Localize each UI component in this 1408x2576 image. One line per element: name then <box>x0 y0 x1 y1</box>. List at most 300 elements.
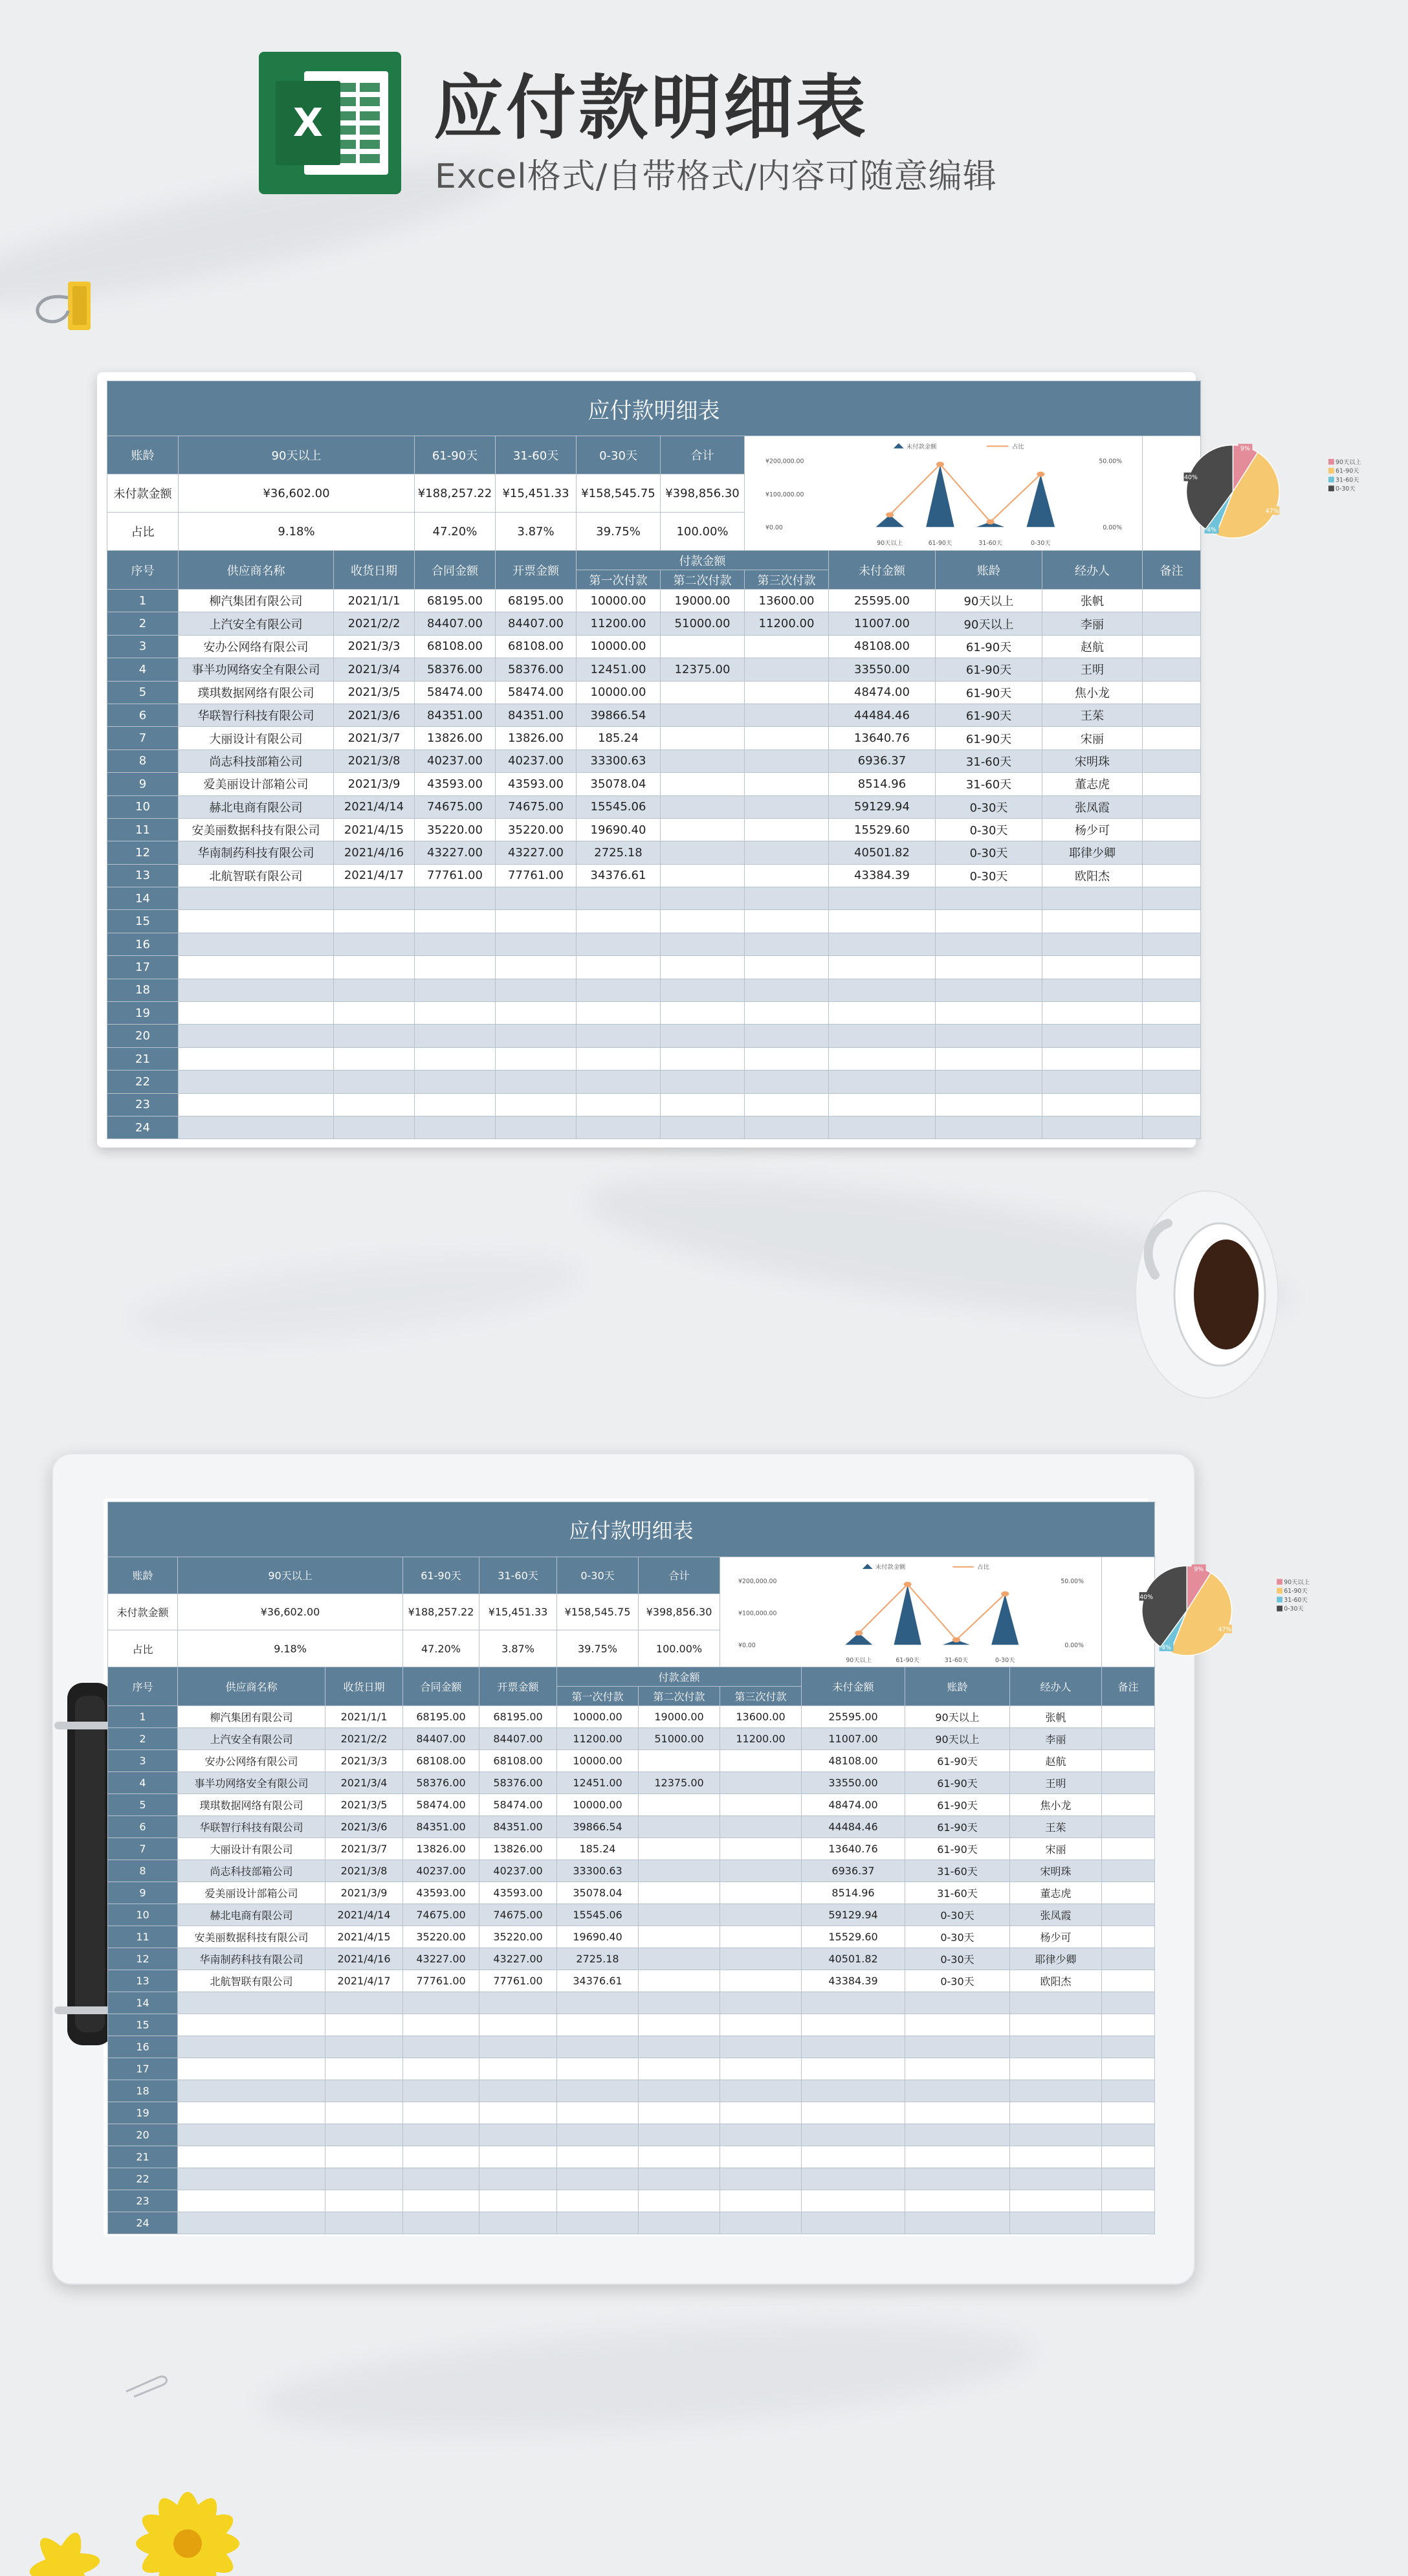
cell-unpaid: 8514.96 <box>802 1882 905 1904</box>
pie-legend-label: 61-90天 <box>1336 467 1359 475</box>
cell-handler: 杨少可 <box>1010 1926 1102 1948</box>
cell-handler: 王茱 <box>1042 704 1143 726</box>
cell-date: 2021/3/4 <box>325 1772 403 1794</box>
cell-pay3 <box>720 2058 802 2080</box>
cell-supplier <box>179 887 334 910</box>
cell-pay2 <box>661 956 745 979</box>
cell-pay1: 11200.00 <box>557 1728 639 1750</box>
cell-contract <box>415 1093 496 1116</box>
table-row <box>107 681 1201 704</box>
table-row <box>107 749 1201 772</box>
cell-invoice <box>496 933 577 955</box>
cell-no: 4 <box>108 1772 178 1794</box>
cell-pay3 <box>745 681 829 704</box>
cell-supplier <box>178 2058 325 2080</box>
payables-table <box>107 1502 1310 2234</box>
cell-handler <box>1010 1992 1102 2014</box>
cell-supplier: 上汽安全有限公司 <box>178 1728 325 1750</box>
y-tick-label: ¥0.00 <box>765 524 783 532</box>
cell-contract: 13826.00 <box>415 727 496 749</box>
x-tick-label: 31-60天 <box>978 540 1002 547</box>
table-row <box>108 1882 1155 1904</box>
share-value: 39.75% <box>577 513 661 551</box>
cell-unpaid <box>829 1071 936 1093</box>
sheet-title: 应付款明细表 <box>108 1502 1155 1557</box>
pie-legend-label: 31-60天 <box>1336 476 1359 484</box>
cell-pay3 <box>720 1750 802 1772</box>
page-title: 应付款明细表 <box>434 68 869 149</box>
cell-pay2: 12375.00 <box>639 1772 720 1794</box>
line-point <box>952 1638 960 1643</box>
page-subtitle: Excel格式/自带格式/内容可随意编辑 <box>435 157 997 196</box>
cell-date <box>334 887 415 910</box>
cell-supplier: 大丽设计有限公司 <box>179 727 334 749</box>
cell-supplier <box>178 2080 325 2102</box>
table-row <box>108 1904 1155 1926</box>
table-row <box>108 2036 1155 2058</box>
payables-table <box>107 381 1361 1139</box>
cell-aging <box>905 2058 1010 2080</box>
pie-legend-swatch <box>1277 1579 1282 1585</box>
cell-pay1 <box>557 2080 639 2102</box>
legend-label: 占比 <box>1011 443 1024 450</box>
pie-legend-swatch <box>1328 477 1334 483</box>
cell-pay1: 10000.00 <box>557 1706 639 1728</box>
bar-mark <box>1026 474 1055 527</box>
cell-pay1 <box>577 1116 661 1138</box>
cell-no: 15 <box>107 910 179 933</box>
cell-date <box>325 2014 403 2036</box>
cell-invoice: 74675.00 <box>479 1904 557 1926</box>
cell-handler <box>1042 1002 1143 1025</box>
bucket-header: 90天以上 <box>178 1557 403 1594</box>
cell-invoice: 35220.00 <box>479 1926 557 1948</box>
share-label: 占比 <box>108 1630 178 1667</box>
cell-aging: 61-90天 <box>905 1838 1010 1860</box>
cell-date <box>334 1093 415 1116</box>
cell-handler: 欧阳杰 <box>1010 1970 1102 1992</box>
col-header-pay1: 第一次付款 <box>577 570 661 590</box>
col-header-invoice: 开票金额 <box>479 1667 557 1706</box>
cell-supplier <box>179 1071 334 1093</box>
cell-handler: 耶律少卿 <box>1010 1948 1102 1970</box>
cell-unpaid <box>802 2014 905 2036</box>
cell-pay3 <box>720 1860 802 1882</box>
cell-no: 10 <box>107 795 179 818</box>
cell-pay3 <box>720 1904 802 1926</box>
x-tick-label: 90天以上 <box>876 540 903 547</box>
cell-note <box>1102 1838 1155 1860</box>
cell-unpaid: 44484.46 <box>802 1816 905 1838</box>
cell-contract: 40237.00 <box>403 1860 479 1882</box>
cell-unpaid: 11007.00 <box>829 612 936 635</box>
cell-pay2 <box>661 841 745 864</box>
cell-note <box>1102 1992 1155 2014</box>
table-row <box>107 841 1201 864</box>
cell-unpaid: 48108.00 <box>802 1750 905 1772</box>
table-row <box>107 1071 1201 1093</box>
cell-supplier: 爱美丽设计部箱公司 <box>178 1882 325 1904</box>
cell-date: 2021/4/16 <box>334 841 415 864</box>
cell-invoice: 77761.00 <box>479 1970 557 1992</box>
cell-pay2 <box>661 1025 745 1047</box>
cell-pay3 <box>745 818 829 841</box>
unpaid-value: ¥15,451.33 <box>496 474 577 513</box>
cell-supplier <box>178 2014 325 2036</box>
cell-aging <box>936 979 1042 1001</box>
cell-supplier: 事半功网络安全有限公司 <box>178 1772 325 1794</box>
cell-unpaid: 6936.37 <box>829 749 936 772</box>
table-row <box>108 1794 1155 1816</box>
cell-aging <box>905 1992 1010 2014</box>
cell-no: 8 <box>108 1860 178 1882</box>
cell-invoice: 43227.00 <box>496 841 577 864</box>
cell-pay1: 10000.00 <box>577 635 661 658</box>
table-row <box>108 1970 1155 1992</box>
cell-pay2: 12375.00 <box>661 658 745 681</box>
cell-handler <box>1010 2124 1102 2146</box>
pie-data-label: 47% <box>1218 1626 1232 1634</box>
cell-unpaid <box>802 2168 905 2190</box>
table-row <box>107 704 1201 726</box>
cell-date: 2021/4/15 <box>325 1926 403 1948</box>
cell-pay3 <box>745 956 829 979</box>
pie-legend-label: 90天以上 <box>1336 458 1361 466</box>
share-value: 9.18% <box>178 1630 403 1667</box>
cell-no: 2 <box>108 1728 178 1750</box>
cell-note <box>1143 681 1201 704</box>
table-row <box>107 1025 1201 1047</box>
cell-note <box>1102 1706 1155 1728</box>
cell-pay2 <box>661 910 745 933</box>
cell-aging <box>905 2014 1010 2036</box>
cell-pay2 <box>661 864 745 887</box>
cell-pay1 <box>557 2036 639 2058</box>
cell-unpaid <box>802 2124 905 2146</box>
cell-pay1: 12451.00 <box>577 658 661 681</box>
cell-pay1: 2725.18 <box>577 841 661 864</box>
cell-invoice <box>496 910 577 933</box>
cell-invoice <box>479 2058 557 2080</box>
cell-aging <box>936 1093 1042 1116</box>
legend-label: 未付款金额 <box>906 443 937 450</box>
pie-legend-swatch <box>1277 1597 1282 1603</box>
cell-handler: 张帆 <box>1010 1706 1102 1728</box>
cell-invoice <box>479 2168 557 2190</box>
cell-supplier <box>178 2212 325 2234</box>
cell-unpaid <box>802 2146 905 2168</box>
cell-date <box>334 1071 415 1093</box>
pie-legend-swatch <box>1277 1606 1282 1612</box>
cell-pay3 <box>745 933 829 955</box>
unpaid-value: ¥398,856.30 <box>661 474 745 513</box>
cell-aging: 61-90天 <box>936 658 1042 681</box>
pie-legend-label: 0-30天 <box>1336 485 1356 493</box>
cell-unpaid: 25595.00 <box>802 1706 905 1728</box>
pie-legend-label: 61-90天 <box>1284 1588 1308 1595</box>
col-header-paid-group: 付款金额 <box>557 1667 802 1687</box>
table-row <box>107 1093 1201 1116</box>
cell-no: 7 <box>107 727 179 749</box>
cell-unpaid: 33550.00 <box>802 1772 905 1794</box>
cell-pay1 <box>557 2168 639 2190</box>
cell-no: 7 <box>108 1838 178 1860</box>
summary-header-row <box>107 436 1201 474</box>
col-header-no: 序号 <box>108 1667 178 1706</box>
cell-note <box>1102 1948 1155 1970</box>
cell-note <box>1143 841 1201 864</box>
cell-date <box>325 2102 403 2124</box>
cell-pay2 <box>661 749 745 772</box>
cell-handler <box>1010 2146 1102 2168</box>
cell-unpaid <box>829 887 936 910</box>
cell-pay1 <box>557 2212 639 2234</box>
cell-pay2 <box>639 2014 720 2036</box>
table-row <box>107 658 1201 681</box>
cell-date <box>325 2080 403 2102</box>
cell-no: 15 <box>108 2014 178 2036</box>
cell-contract: 68195.00 <box>415 590 496 612</box>
cell-handler <box>1010 2168 1102 2190</box>
cell-handler: 宋丽 <box>1010 1838 1102 1860</box>
cell-handler: 赵航 <box>1010 1750 1102 1772</box>
cell-handler <box>1010 2190 1102 2212</box>
cell-note <box>1143 704 1201 726</box>
cell-pay1 <box>577 1002 661 1025</box>
cell-handler <box>1042 956 1143 979</box>
cell-contract <box>403 2212 479 2234</box>
cell-pay1 <box>557 2146 639 2168</box>
cell-unpaid <box>829 1116 936 1138</box>
cell-no: 18 <box>107 979 179 1001</box>
cell-invoice <box>496 1116 577 1138</box>
cell-invoice <box>479 2102 557 2124</box>
cell-note <box>1143 956 1201 979</box>
pie-legend-swatch <box>1277 1588 1282 1593</box>
cell-contract: 35220.00 <box>403 1926 479 1948</box>
cell-aging: 0-30天 <box>936 864 1042 887</box>
cell-unpaid <box>829 910 936 933</box>
cell-unpaid: 59129.94 <box>802 1904 905 1926</box>
cell-handler: 王明 <box>1010 1772 1102 1794</box>
cell-pay1: 10000.00 <box>557 1794 639 1816</box>
cell-note <box>1143 887 1201 910</box>
title-bar <box>107 381 1201 436</box>
unpaid-value: ¥398,856.30 <box>639 1593 720 1630</box>
cell-no: 22 <box>108 2168 178 2190</box>
cell-note <box>1102 1860 1155 1882</box>
cell-invoice <box>479 2146 557 2168</box>
table-row <box>108 1816 1155 1838</box>
cell-pay3 <box>745 841 829 864</box>
table-row <box>108 1772 1155 1794</box>
cell-pay1: 19690.40 <box>577 818 661 841</box>
cell-unpaid: 40501.82 <box>802 1948 905 1970</box>
cell-supplier <box>179 1002 334 1025</box>
cell-no: 23 <box>108 2190 178 2212</box>
cell-pay3 <box>745 887 829 910</box>
cell-unpaid: 13640.76 <box>802 1838 905 1860</box>
cell-aging: 61-90天 <box>905 1794 1010 1816</box>
cell-invoice <box>479 2124 557 2146</box>
table-row <box>108 2212 1155 2234</box>
cell-unpaid <box>829 1002 936 1025</box>
table-row <box>108 2190 1155 2212</box>
cell-invoice <box>496 1093 577 1116</box>
cell-note <box>1102 1750 1155 1772</box>
cell-no: 3 <box>108 1750 178 1772</box>
cell-pay1: 19690.40 <box>557 1926 639 1948</box>
cell-pay1: 2725.18 <box>557 1948 639 1970</box>
cell-note <box>1143 635 1201 658</box>
cell-pay3 <box>745 979 829 1001</box>
cell-aging: 0-30天 <box>905 1948 1010 1970</box>
line-point <box>855 1630 863 1636</box>
cell-aging <box>936 1071 1042 1093</box>
cell-invoice: 84351.00 <box>496 704 577 726</box>
cell-unpaid <box>829 1093 936 1116</box>
cell-pay2 <box>639 2036 720 2058</box>
cell-contract: 43593.00 <box>403 1882 479 1904</box>
table-row <box>108 1728 1155 1750</box>
cell-invoice <box>479 2036 557 2058</box>
cell-pay1 <box>577 887 661 910</box>
cell-pay1 <box>577 1025 661 1047</box>
cell-pay3 <box>745 704 829 726</box>
cell-contract: 43227.00 <box>403 1948 479 1970</box>
cell-pay2 <box>639 1882 720 1904</box>
cell-date <box>325 1992 403 2014</box>
share-value: 100.00% <box>661 513 745 551</box>
cell-unpaid: 48474.00 <box>802 1794 905 1816</box>
cell-aging <box>905 2190 1010 2212</box>
cell-aging <box>936 887 1042 910</box>
cell-contract: 68195.00 <box>403 1706 479 1728</box>
cell-no: 17 <box>107 956 179 979</box>
cell-pay3 <box>720 1926 802 1948</box>
cell-pay2 <box>661 635 745 658</box>
col-header-aging: 账龄 <box>905 1667 1010 1706</box>
cell-supplier <box>178 2190 325 2212</box>
cell-pay1: 39866.54 <box>557 1816 639 1838</box>
cell-aging <box>905 2080 1010 2102</box>
col-header-note: 备注 <box>1102 1667 1155 1706</box>
cell-supplier: 上汽安全有限公司 <box>179 612 334 635</box>
cell-handler: 宋明珠 <box>1010 1860 1102 1882</box>
cell-note <box>1102 1816 1155 1838</box>
y-tick-label: ¥200,000.00 <box>765 458 804 465</box>
table-row <box>107 864 1201 887</box>
cell-handler: 耶律少卿 <box>1042 841 1143 864</box>
cell-date: 2021/4/17 <box>334 864 415 887</box>
bucket-header: 合计 <box>639 1557 720 1594</box>
cell-pay1: 34376.61 <box>557 1970 639 1992</box>
pie-legend-swatch <box>1328 459 1334 465</box>
cell-unpaid <box>802 2190 905 2212</box>
bucket-header: 0-30天 <box>557 1557 639 1594</box>
cell-no: 13 <box>107 864 179 887</box>
cell-invoice: 35220.00 <box>496 818 577 841</box>
cell-pay3: 11200.00 <box>720 1728 802 1750</box>
cell-contract <box>415 933 496 955</box>
cell-contract <box>403 2014 479 2036</box>
cell-no: 12 <box>107 841 179 864</box>
cell-pay2: 19000.00 <box>639 1706 720 1728</box>
cell-contract: 74675.00 <box>415 795 496 818</box>
cell-note <box>1143 795 1201 818</box>
cell-date: 2021/3/7 <box>334 727 415 749</box>
col-header-handler: 经办人 <box>1042 551 1143 590</box>
cell-pay1 <box>577 1071 661 1093</box>
aging-label: 账龄 <box>107 436 179 474</box>
cell-note <box>1102 2058 1155 2080</box>
cell-date <box>334 1116 415 1138</box>
bucket-header: 61-90天 <box>415 436 496 474</box>
line-bar-chart <box>745 436 1143 551</box>
cell-handler <box>1010 2080 1102 2102</box>
cell-pay2 <box>661 933 745 955</box>
cell-unpaid: 15529.60 <box>802 1926 905 1948</box>
cell-contract <box>415 1071 496 1093</box>
cell-no: 21 <box>107 1047 179 1070</box>
cell-invoice: 68195.00 <box>496 590 577 612</box>
cell-note <box>1143 1093 1201 1116</box>
bucket-header: 90天以上 <box>179 436 415 474</box>
cell-date <box>334 956 415 979</box>
cell-supplier: 事半功网络安全有限公司 <box>179 658 334 681</box>
table-row <box>108 1750 1155 1772</box>
cell-handler: 张帆 <box>1042 590 1143 612</box>
col-header-note: 备注 <box>1143 551 1201 590</box>
cell-aging <box>905 2212 1010 2234</box>
cell-contract <box>415 1047 496 1070</box>
cell-invoice <box>496 1025 577 1047</box>
sheet-title: 应付款明细表 <box>107 381 1201 436</box>
pie-data-label: 9% <box>1240 445 1250 453</box>
y-tick-label: ¥100,000.00 <box>765 491 804 498</box>
cell-date <box>325 2036 403 2058</box>
combo-chart <box>764 436 1123 547</box>
cell-handler: 杨少可 <box>1042 818 1143 841</box>
cell-aging: 61-90天 <box>936 635 1042 658</box>
cell-handler: 焦小龙 <box>1010 1794 1102 1816</box>
cell-pay2 <box>639 2102 720 2124</box>
cell-no: 9 <box>108 1882 178 1904</box>
cell-no: 24 <box>108 2212 178 2234</box>
x-tick-label: 90天以上 <box>845 1657 872 1664</box>
y-tick-label: ¥200,000.00 <box>738 1578 776 1586</box>
cell-pay2 <box>661 1047 745 1070</box>
cell-date <box>325 2058 403 2080</box>
cell-date: 2021/3/9 <box>334 773 415 795</box>
cell-aging <box>936 1025 1042 1047</box>
cell-note <box>1102 1882 1155 1904</box>
cell-contract: 84407.00 <box>403 1728 479 1750</box>
cell-pay2 <box>661 1116 745 1138</box>
pie-legend-label: 0-30天 <box>1284 1605 1304 1613</box>
line-point <box>986 519 994 524</box>
table-row <box>107 612 1201 635</box>
share-value: 3.87% <box>496 513 577 551</box>
cell-supplier <box>178 2102 325 2124</box>
cell-supplier: 大丽设计有限公司 <box>178 1838 325 1860</box>
cell-handler <box>1042 1071 1143 1093</box>
cell-date <box>334 933 415 955</box>
cell-handler <box>1010 2102 1102 2124</box>
table-row <box>108 2146 1155 2168</box>
table-row <box>107 1047 1201 1070</box>
cell-pay1 <box>577 910 661 933</box>
